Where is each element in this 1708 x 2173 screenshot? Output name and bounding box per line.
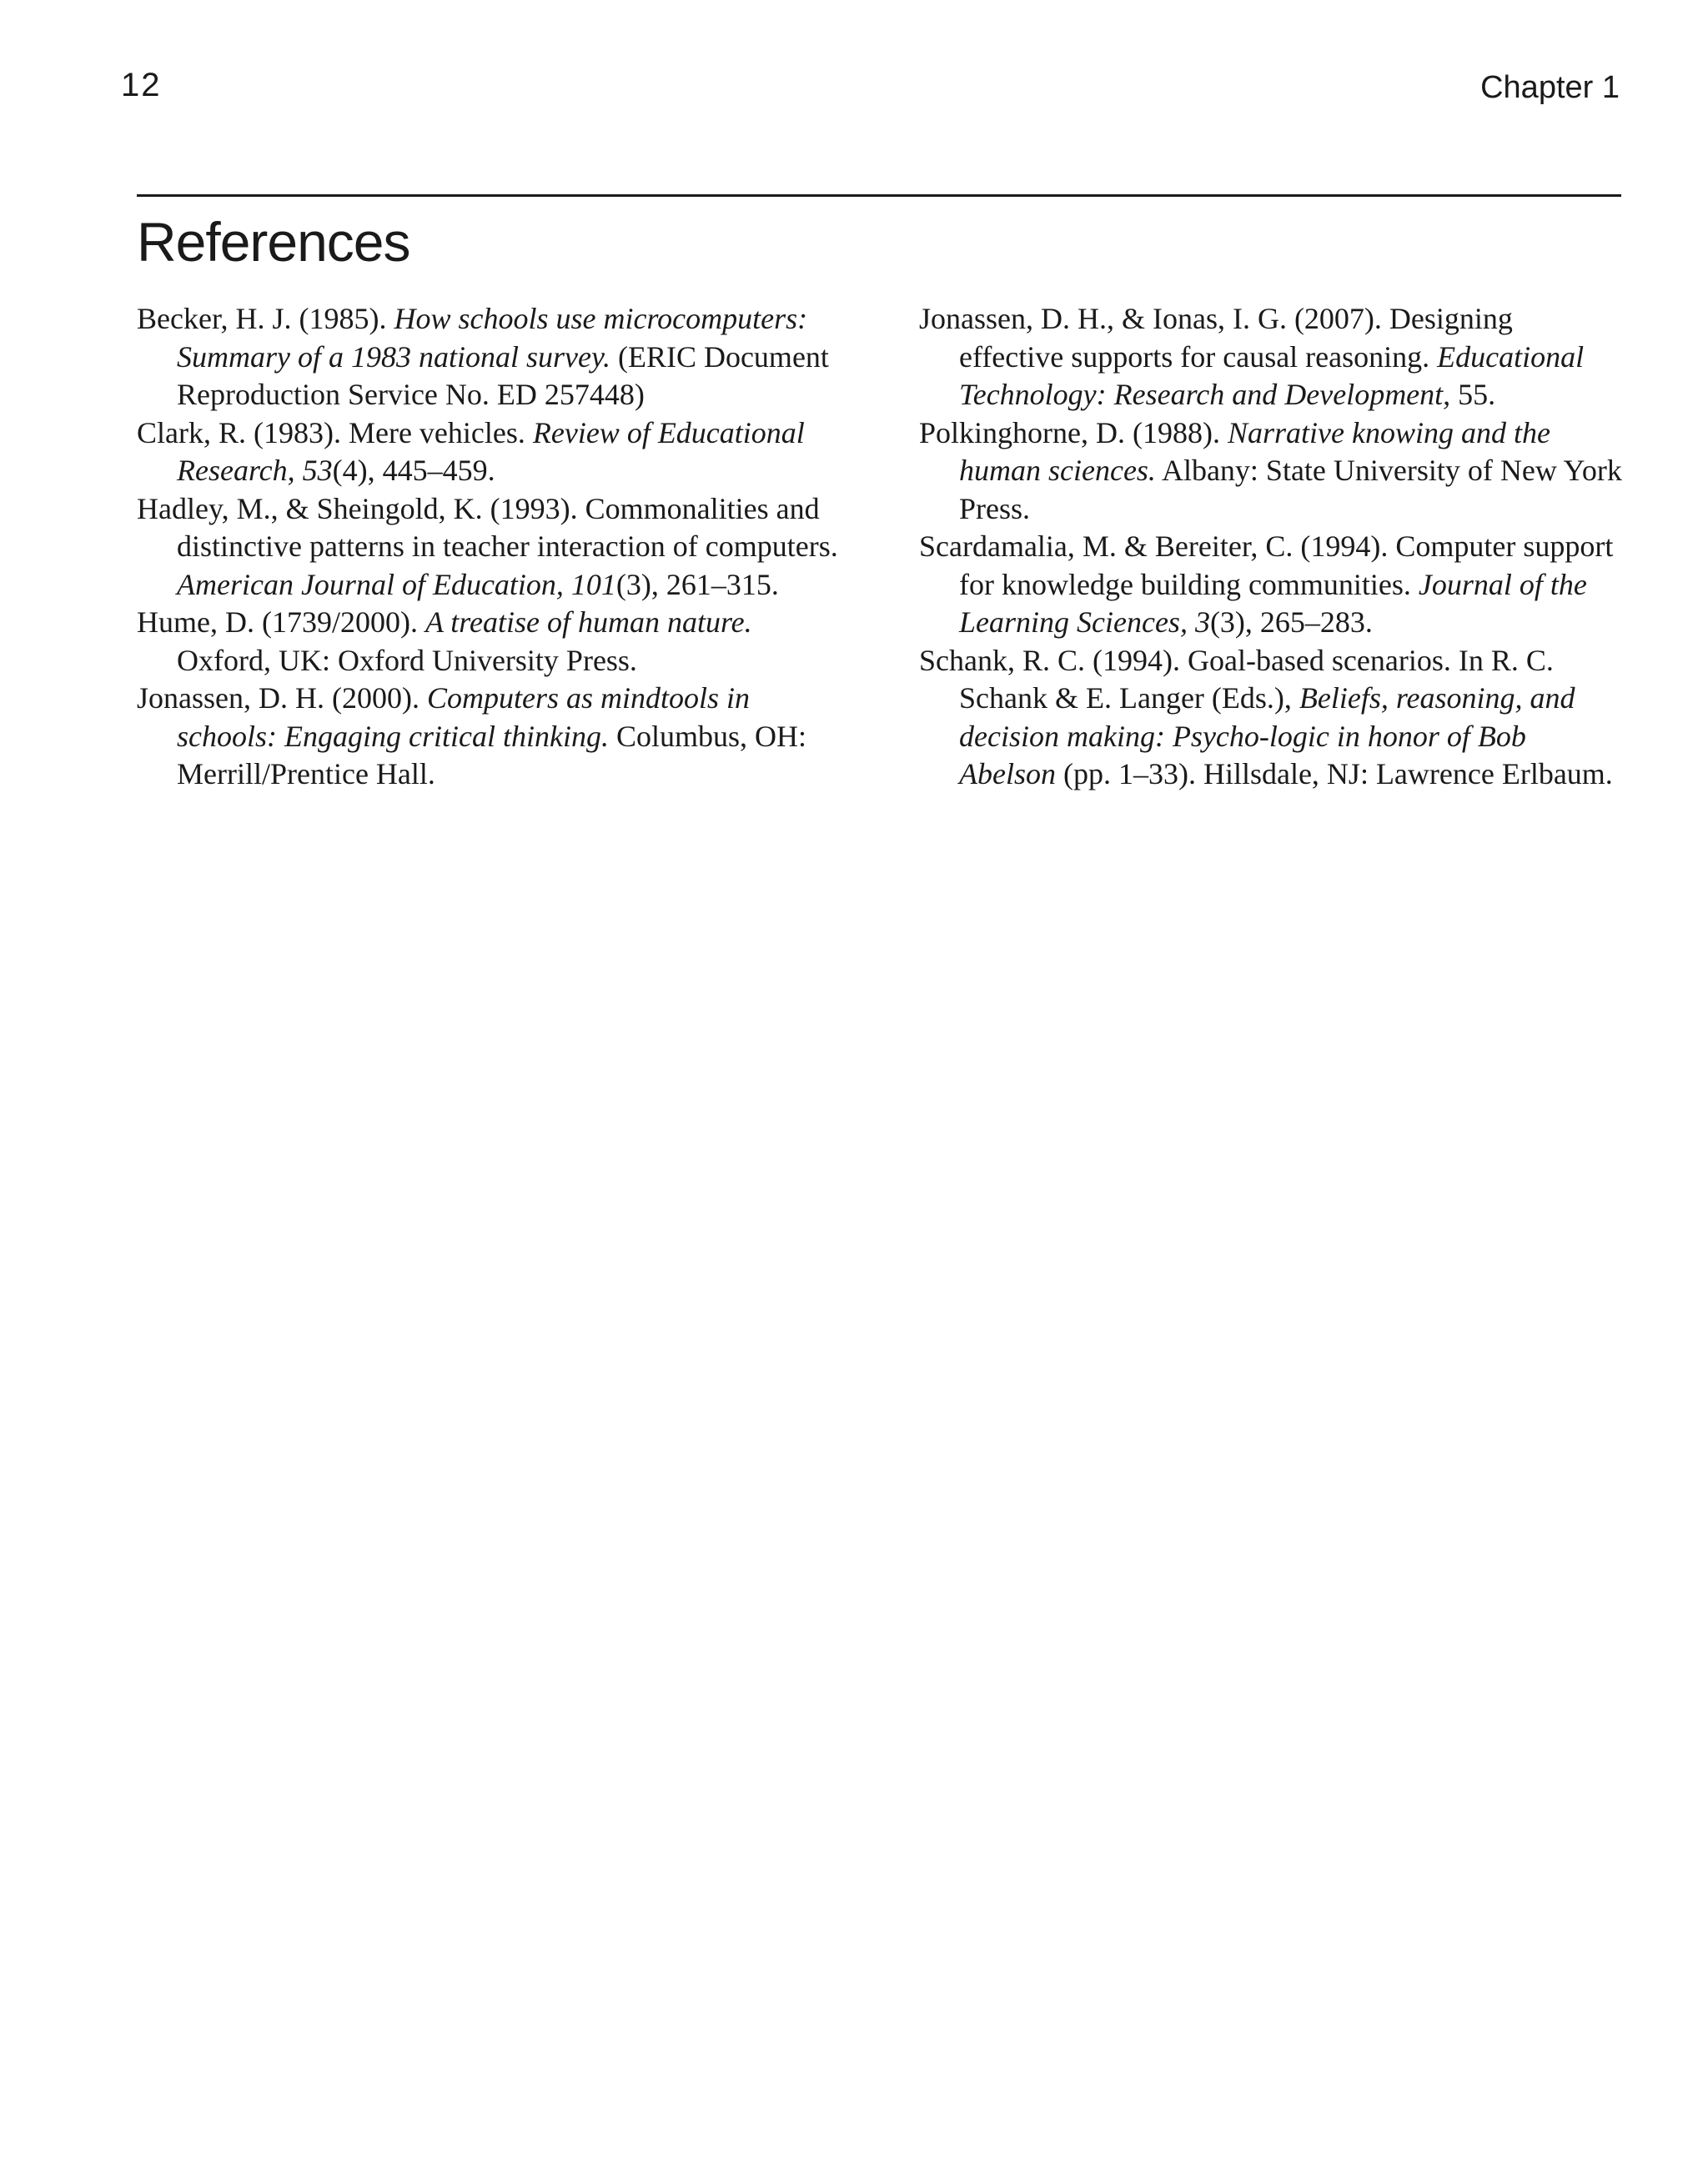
reference-title: A treatise of human nature. [424,605,752,639]
reference-details: Oxford, UK: Oxford University Press. [177,643,637,677]
reference-authors: Polkinghorne, D. (1988). [919,415,1228,449]
reference-authors: Scardamalia, M. & Bereiter, C. (1994). Computer support for knowledge building communities. [919,529,1614,601]
reference-authors: Hume, D. (1739/2000). [137,605,425,639]
reference-details: 55. [1450,378,1496,411]
reference-title: Beliefs, reasoning, and decision making: Psycho-logic in honor of Bob Abelson [959,681,1575,790]
reference-title: Computers as mindtools in schools: Engaging critical thinking. [177,681,751,753]
reference-entry [919,414,1625,529]
reference-authors: Clark, R. (1983). Mere vehicles. [137,415,533,449]
reference-entry [137,604,844,680]
reference-details: (3), 265–283. [1209,605,1373,639]
reference-details: (4), 445–459. [332,454,495,487]
reference-title: Review of Educational Research, 53 [177,415,805,487]
reference-entry [919,642,1625,794]
reference-entry [137,490,844,605]
running-head: Chapter 1 [1480,70,1620,105]
reference-authors: Hadley, M., & Sheingold, K. (1993). Commonalities and distinctive patterns in teacher interaction of computers. [137,491,838,563]
reference-details: (ERIC Document Reproduction Service No. ED 257448) [177,339,829,411]
reference-details: (3), 261–315. [615,567,779,601]
reference-authors: Jonassen, D. H., & Ionas, I. G. (2007). Designing effective supports for causal reasoning. [919,302,1513,374]
references-right-column [919,300,1625,794]
reference-authors: Schank, R. C. (1994). Goal-based scenarios. In R. C. Schank & E. Langer (Eds.), [919,643,1554,715]
reference-title: Narrative knowing and the human sciences. [959,415,1550,487]
reference-entry [137,414,844,490]
reference-entry [137,300,844,414]
reference-entry [137,680,844,794]
reference-title: How schools use microcomputers: Summary of a 1983 national survey. [177,302,808,374]
page-number: 12 [121,67,162,103]
reference-title: American Journal of Education, 101 [177,567,616,601]
reference-title: Educational Technology: Research and Development, [959,339,1585,411]
section-title: References [137,211,410,273]
references-left-column [137,300,844,794]
header-rule [137,194,1621,197]
reference-details: Columbus, OH: Merrill/Prentice Hall. [177,719,806,790]
reference-details: (pp. 1–33). Hillsdale, NJ: Lawrence Erlbaum. [1055,757,1613,790]
reference-authors: Becker, H. J. (1985). [137,302,394,335]
reference-title: Journal of the Learning Sciences, 3 [959,567,1587,639]
reference-details: Albany: State University of New York Press. [959,454,1622,525]
reference-authors: Jonassen, D. H. (2000). [137,681,427,715]
reference-entry [919,528,1625,642]
reference-entry [919,300,1625,414]
